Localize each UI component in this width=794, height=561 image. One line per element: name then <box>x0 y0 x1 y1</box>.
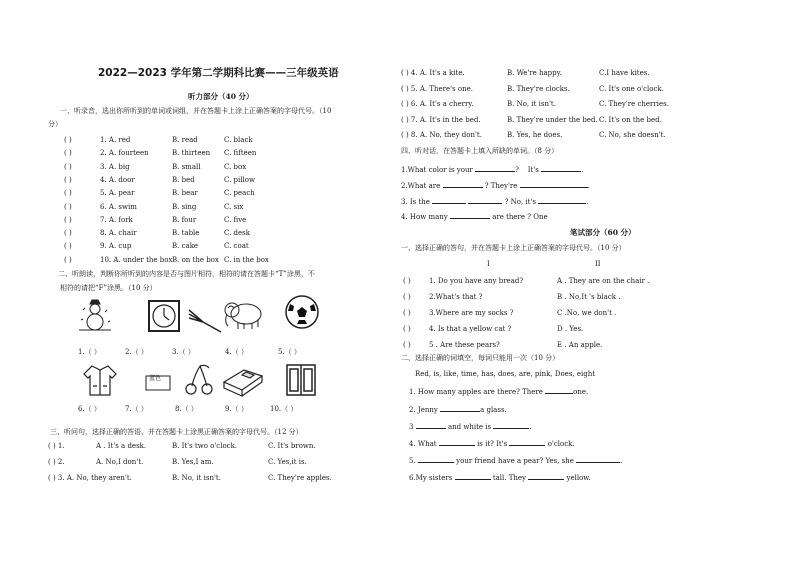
question-row[interactable]: ( ) 5. A. There's one. <box>401 84 473 93</box>
fill-line-6: 6.My sisters tall. They yellow. <box>409 474 591 482</box>
option-c: C. fifteen <box>224 149 257 158</box>
row2-answer-9[interactable]: 9.（ ） <box>225 405 248 413</box>
fill-blank-10[interactable] <box>528 472 564 480</box>
option-b: B. small <box>172 162 201 171</box>
dialogue-line-4: 4. How many are there ? One <box>401 213 548 221</box>
answer-parens[interactable]: ( ) <box>64 136 72 144</box>
fill-blank-8[interactable] <box>576 455 620 463</box>
answer-option: B . No,It 's black . <box>557 293 621 301</box>
answer-parens[interactable]: ( ) 2. <box>48 458 65 466</box>
blank-1[interactable] <box>475 164 515 172</box>
option-c: C. No, she doesn't. <box>599 131 666 139</box>
option-c: C. pillow <box>224 175 255 184</box>
option-c: C. peach <box>224 189 255 198</box>
section3-title: 三、听问句，选择正确的答语，并在答题卡上涂黑正确答案的字母代号。（12 分） <box>50 428 303 436</box>
option-c: C. in the box <box>224 255 269 264</box>
blank-5[interactable] <box>432 196 466 204</box>
option-b: B. four <box>172 215 197 224</box>
option-a: A . It's a desk. <box>96 442 147 450</box>
fill-blank-1[interactable] <box>545 386 573 394</box>
option-c: C. box <box>224 162 247 171</box>
snowman-picture <box>75 298 115 334</box>
answer-option: E . An apple. <box>557 341 603 349</box>
blank-6[interactable] <box>468 196 502 204</box>
option-a: 10. A. under the box <box>100 255 173 264</box>
blank-7[interactable] <box>538 196 586 204</box>
answer-parens[interactable]: ( ) <box>403 277 411 285</box>
row2-answer-7[interactable]: 7.（ ） <box>125 405 148 413</box>
section4-title: 四、听对话，在答题卡上填入所缺的单词。（8 分） <box>401 147 559 155</box>
option-c: C. six <box>224 202 244 211</box>
dialogue-line-1: 1.What color is your ? It's . <box>401 166 584 174</box>
option-c: C. black <box>224 136 253 144</box>
option-c: C. It's brown. <box>268 442 316 450</box>
option-c: C. They're cherries. <box>599 100 669 108</box>
answer-parens[interactable]: ( ) <box>64 189 72 198</box>
answer-parens[interactable]: ( ) 3. A. No, they aren't. <box>48 474 132 482</box>
row1-answer-4[interactable]: 4.（ ） <box>225 348 248 356</box>
option-a: 8. A. chair <box>100 229 137 238</box>
row1-answer-3[interactable]: 3.（ ） <box>172 348 195 356</box>
fill-line-4: 4. What is it? It's o'clock. <box>409 440 575 448</box>
option-a: 3. A. big <box>100 162 130 171</box>
fill-blank-2[interactable] <box>440 404 480 412</box>
section1-title-cont: 分） <box>48 120 62 128</box>
fill-blank-9[interactable] <box>455 472 491 480</box>
option-a: 5. A. pear <box>100 189 135 198</box>
fork-picture <box>185 302 225 338</box>
clock-picture <box>145 298 185 334</box>
elephant-picture <box>222 296 266 332</box>
option-c: C. Yes,it is. <box>268 458 307 466</box>
question-text: 2.What's that ? <box>429 293 483 301</box>
option-b: B. They're clocks. <box>507 84 570 93</box>
fill-blank-7[interactable] <box>418 455 454 463</box>
writing-section2-title: 二、选择正确的词填空，每词只能用一次（10 分） <box>401 354 560 362</box>
option-b: B. bear <box>172 189 198 198</box>
option-b: B. read <box>172 136 198 144</box>
question-row[interactable]: ( ) 4. A. It's a kite. <box>401 69 465 77</box>
column-1-label: I <box>487 260 490 268</box>
option-a: A. No,I don't. <box>96 458 144 466</box>
option-b: B. We're happy. <box>507 69 562 77</box>
answer-parens[interactable]: ( ) <box>403 293 411 301</box>
blank-8[interactable] <box>450 211 490 219</box>
answer-parens[interactable]: ( ) <box>64 202 72 211</box>
option-a: 6. A. swim <box>100 202 137 211</box>
row1-answer-5[interactable]: 5.（ ） <box>278 348 301 356</box>
option-b: B. No, it isn't. <box>172 474 221 482</box>
option-b: B. They're under the bed. <box>507 115 598 124</box>
bed-picture <box>220 362 266 398</box>
question-text: 4. Is that a yellow cat ? <box>429 325 512 333</box>
answer-parens[interactable]: ( ) <box>64 242 72 251</box>
option-a: 7. A. fork <box>100 215 133 224</box>
option-c: C. coat <box>224 242 249 251</box>
fill-line-2: 2. Jenny a glass. <box>409 406 507 414</box>
fill-blank-3[interactable] <box>416 421 446 429</box>
question-text: 1. Do you have any bread? <box>429 277 524 285</box>
question-text: 3.Where are my socks ? <box>429 309 514 317</box>
writing-heading: 笔试部分（60 分） <box>570 228 636 237</box>
option-a: 4. A. door <box>100 175 135 184</box>
blank-4[interactable] <box>520 180 588 188</box>
option-b: B. cake <box>172 242 199 251</box>
blank-3[interactable] <box>443 180 483 188</box>
fill-line-3: 3 and white is . <box>409 423 532 431</box>
row1-answer-2[interactable]: 2.（ ） <box>125 348 148 356</box>
cherries-picture <box>180 362 220 398</box>
section2-title: 二、听朗读，判断你所听到的内容是否与图片相符，相符的请在答题卡“T”涂黑，不 <box>58 270 315 278</box>
option-a: 2. A. fourteen <box>100 149 149 158</box>
option-c: C. They're apples. <box>268 474 332 482</box>
football-picture <box>282 294 322 330</box>
answer-parens[interactable]: ( ) <box>403 325 411 333</box>
right-page <box>397 0 794 561</box>
fill-blank-5[interactable] <box>439 438 475 446</box>
word-bank: Red, is, like, time, has, does, are, pink, Does, eight <box>415 370 596 378</box>
option-b: B. on the box <box>172 255 219 264</box>
option-a: 1. A. red <box>100 136 131 144</box>
question-row[interactable]: ( ) 7. A. It's in the bed. <box>401 115 481 124</box>
column-2-label: II <box>595 260 601 268</box>
option-a: 9. A. cup <box>100 242 132 251</box>
answer-option: C .No, we don't . <box>557 309 617 317</box>
answer-parens[interactable]: ( ) <box>64 149 72 158</box>
fill-blank-6[interactable] <box>509 438 545 446</box>
answer-option: D . Yes. <box>557 325 584 333</box>
section2-title-cont: 相符的请把“F”涂黑。（10 分） <box>60 284 157 292</box>
fill-blank-4[interactable] <box>493 421 529 429</box>
answer-parens[interactable]: ( ) 1. <box>48 442 65 450</box>
answer-parens[interactable]: ( ) <box>64 215 72 224</box>
answer-parens[interactable]: ( ) <box>403 341 411 349</box>
option-c: C. five <box>224 215 247 224</box>
answer-parens[interactable]: ( ) <box>64 162 72 171</box>
option-b: B. Yes,I am. <box>172 458 214 466</box>
row2-answer-6[interactable]: 6.（ ） <box>78 405 101 413</box>
option-b: B. Yes, he does. <box>507 131 563 139</box>
blank-2[interactable] <box>541 164 581 172</box>
row1-answer-1[interactable]: 1.（ ） <box>78 348 101 356</box>
option-b: B. thirteen <box>172 149 211 158</box>
option-b: B. bed <box>172 175 195 184</box>
question-row[interactable]: ( ) 6. A. It's a cherry. <box>401 100 474 108</box>
option-b: B. sing <box>172 202 197 211</box>
question-text: 5 . Are these pears? <box>429 341 500 349</box>
option-c: C. desk <box>224 229 251 238</box>
listening-heading: 听力部分（40 分） <box>188 92 254 101</box>
writing-section1-title: 一、选择正确的答句，并在答题卡上涂上正确答案的字母代号。（10 分） <box>401 244 626 252</box>
question-row[interactable]: ( ) 8. A. No, they don't. <box>401 131 482 139</box>
fill-line-1: 1. How many apples are there? There one. <box>409 388 589 396</box>
dialogue-line-2: 2.What are ? They're . <box>401 182 590 190</box>
answer-parens[interactable]: ( ) <box>64 229 72 238</box>
option-c: C. It's on the bed. <box>599 115 662 124</box>
row2-answer-8[interactable]: 8.（ ） <box>175 405 198 413</box>
answer-option: A . They are on the chair . <box>557 277 650 285</box>
option-c: C. It's one o'clock. <box>599 84 664 93</box>
window-picture <box>282 362 322 398</box>
option-b: B. table <box>172 229 200 238</box>
fill-line-5: 5. your friend have a pear? Yes, she . <box>409 457 623 465</box>
box-label: 蓝色 <box>149 375 162 382</box>
option-b: B. No, it isn't. <box>507 100 556 108</box>
dialogue-line-3: 3. Is the ? No, it's . <box>401 198 589 206</box>
page-title: 2022—2023 学年第二学期科比赛——三年级英语 <box>98 67 339 79</box>
section1-title: 一、听录音，选出你所听到的单词或词组，并在答题卡上涂上正确答案的字母代号。（10 <box>60 107 332 115</box>
row2-answer-10[interactable]: 10.（ ） <box>270 405 298 413</box>
answer-parens[interactable]: ( ) <box>64 255 72 264</box>
answer-parens[interactable]: ( ) <box>403 309 411 317</box>
option-c: C.I have kites. <box>599 69 650 77</box>
answer-parens[interactable]: ( ) <box>64 175 72 184</box>
option-b: B. It's two o'clock. <box>172 442 238 450</box>
jacket-picture <box>80 362 120 398</box>
